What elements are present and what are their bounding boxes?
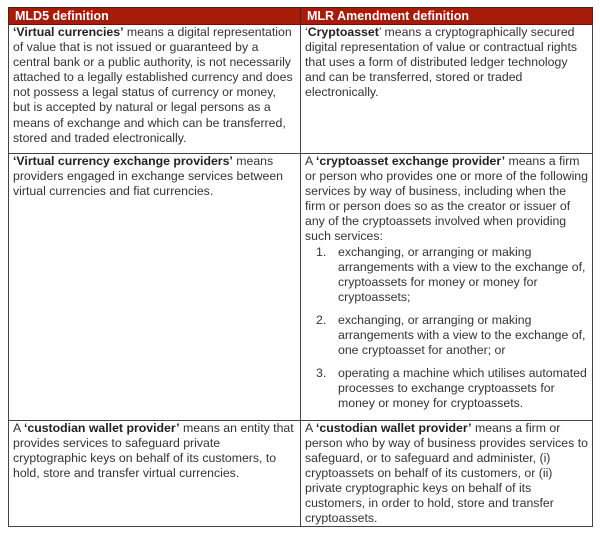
cell-virtual-currency-exchange-providers: [9, 154, 301, 421]
defined-term: ‘Virtual currency exchange providers’: [13, 154, 233, 168]
header-row: [9, 8, 593, 25]
list-item: [305, 366, 588, 411]
prefix: A: [305, 154, 316, 168]
list-item: [305, 313, 588, 358]
table-row: [9, 420, 593, 527]
defined-term: ‘cryptoasset exchange provider’: [315, 154, 506, 168]
prefix: A: [305, 420, 316, 435]
prefix: ‘: [305, 25, 308, 39]
cell-cryptoasset-exchange-provider: [301, 154, 593, 421]
definition-paragraph: [305, 154, 588, 245]
cell-custodian-wallet-provider-mld5: [9, 420, 301, 527]
table-row: [9, 25, 593, 154]
definition-text: means a digital representation of value that is not issued or guaranteed by a central bank or a public authority, is not necessarily attached to a legally established currency and does not possess a legal status of currency or money, but is accepted by natural or legal persons as a means of exchange and which can be transferred, stored and traded electronically.: [13, 25, 293, 145]
defined-term: ‘Virtual currencies’: [13, 25, 124, 39]
defined-term: ‘custodian wallet provider’: [315, 420, 472, 435]
cell-custodian-wallet-provider-mlr: [301, 420, 593, 527]
services-list: [305, 245, 588, 412]
header-mlr-amendment: MLR Amendment definition: [301, 8, 593, 25]
definition-text: means providers engaged in exchange services between virtual currencies and fiat currencies.: [13, 154, 284, 199]
list-item-text: exchanging, or arranging or making arrangements with a view to the exchange of, cryptoassets for money or money for cryptoassets;: [338, 244, 586, 304]
definition-text: means an entity that provides services to safeguard private cryptographic keys on behalf of its customers, to hold, store and transfer virtual currencies.: [13, 420, 294, 480]
prefix: A: [13, 420, 24, 435]
list-number: 3.: [316, 366, 327, 381]
list-number: 2.: [316, 312, 327, 327]
list-item-text: exchanging, or arranging or making arrangements with a view to the exchange of, one cryptoasset for another; or: [338, 312, 586, 358]
list-item: [305, 245, 588, 305]
header-mld5: MLD5 definition: [9, 8, 301, 25]
definition-text: means a firm or person who provides one or more of the following services by way of business, including when the firm or person does so as the creator or issuer of any of the cryptoassets involved when providing such services:: [305, 154, 588, 244]
table-row: [9, 154, 593, 421]
definitions-table: [8, 7, 593, 527]
definition-text: ’ means a cryptographically secured digital representation of value or contractual rights that uses a form of distributed ledger technology and can be transferred, stored or traded electronically.: [305, 25, 578, 100]
list-item-text: operating a machine which utilises automated processes to exchange cryptoassets for money or money for cryptoassets.: [338, 366, 587, 411]
cell-cryptoasset: [301, 25, 593, 154]
defined-term: Cryptoasset: [307, 25, 379, 39]
cell-virtual-currencies: [9, 25, 301, 154]
list-number: 1.: [316, 244, 327, 259]
defined-term: ‘custodian wallet provider’: [23, 420, 180, 435]
definition-text: means a firm or person who by way of business provides services to safeguard, or to safeguard and administer, (i) cryptoassets on behalf of its customers, or (ii) private cryptographic keys on behalf of its customers, in order to hold, store and transfer cryptoassets.: [305, 420, 588, 526]
